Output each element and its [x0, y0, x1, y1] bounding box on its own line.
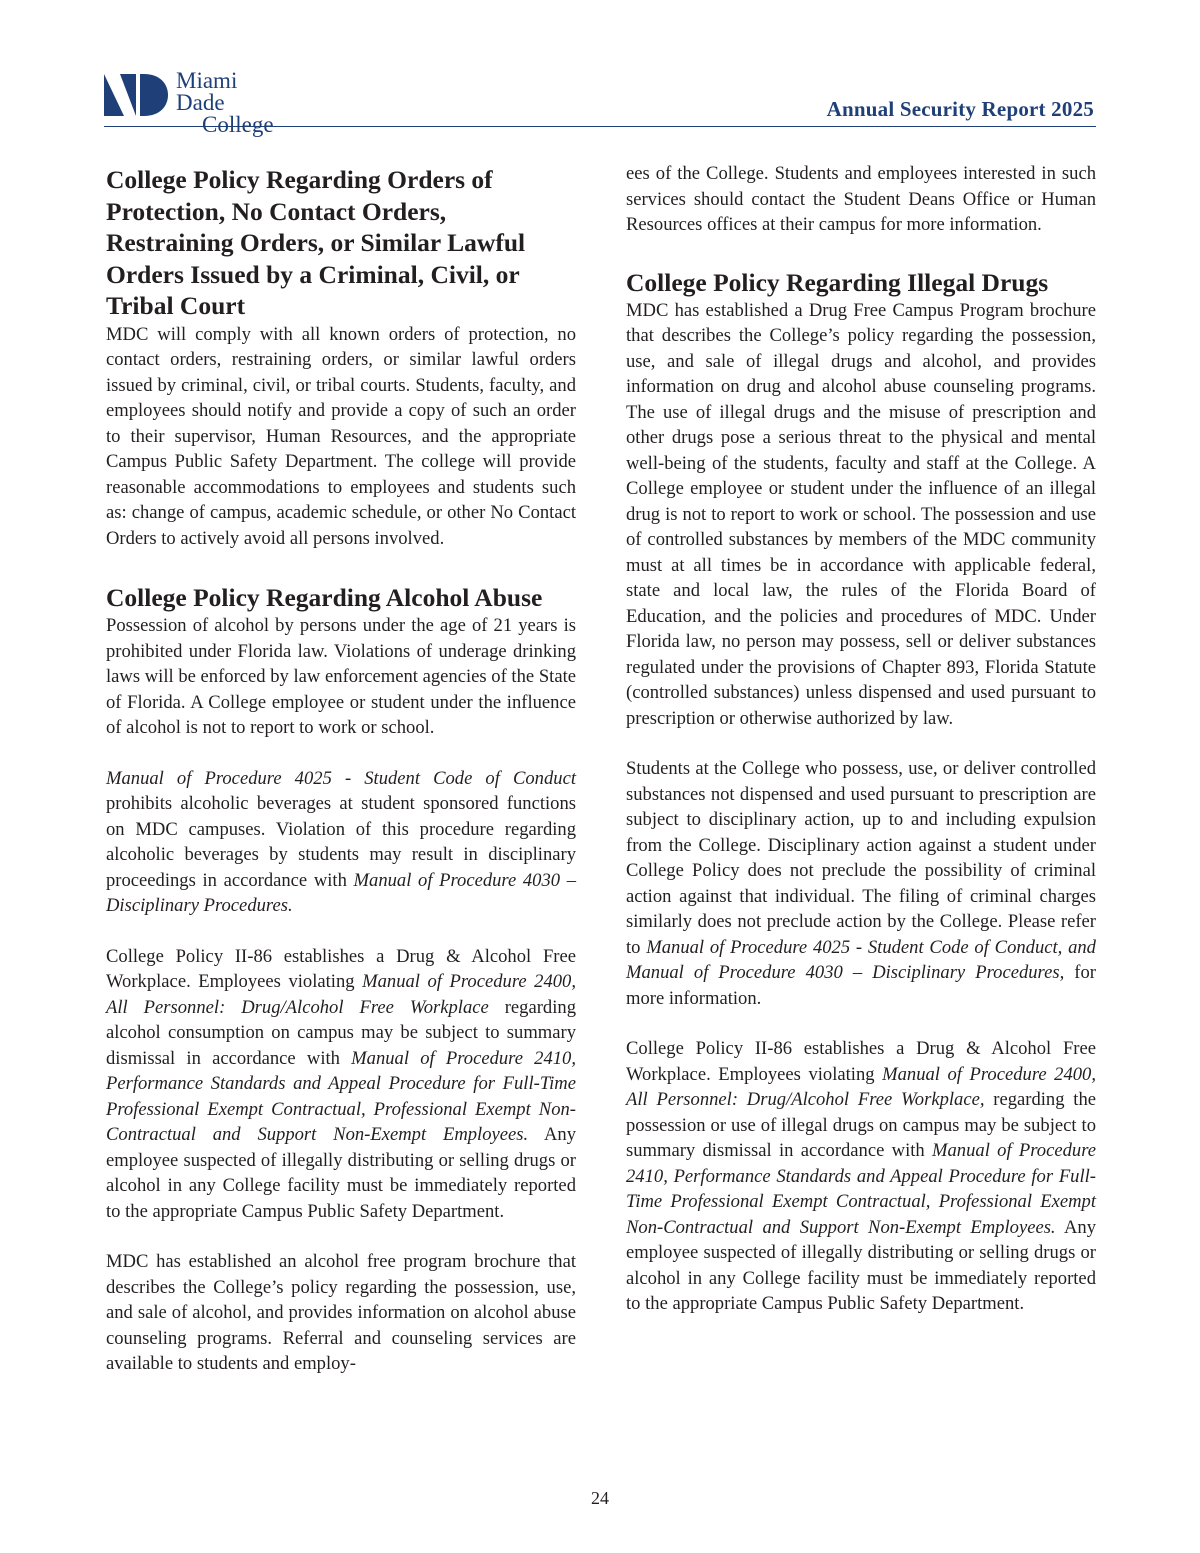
paragraph-drug-alcohol-free-workplace: College Policy II-86 establishes a Drug & Alcohol Free Workplace. Employees violating Manual of Procedure 2400, All Personnel: Drug/Alcohol Free Workplace regarding alcohol consumption on campus may be subject to summary dismissal in accordance with Manual of Procedure 2410, Performance Standards and Appeal Procedure for Full-Time Professional Exempt Contractual, Professional Exempt Non-Contractual and Support Non-Exempt Employees. Any employee suspected of illegally distributing or selling drugs or alcohol in any College facility must be immediately reported to the appropriate Campus Public Safety Department.	[106, 945, 577, 1222]
heading-orders-of-protection: College Policy Regarding Orders of Protection, No Contact Orders, Restraining Orders, or Similar Lawful Orders Issued by a Criminal, Civil, or Tribal Court	[106, 165, 526, 320]
paragraph-student-discipline: Students at the College who possess, use, or deliver controlled substances not dispensed and used pursuant to prescription are subject to disciplinary action, up to and including expulsion from the College. Disciplinary action against a student under College Policy does not preclude the possibility of criminal action against that individual. The filing of criminal charges similarly does not preclude action by the College. Please refer to Manual of Procedure 4025 - Student Code of Conduct, and Manual of Procedure 4030 – Disciplinary Procedures, for more information.	[626, 758, 1096, 1009]
paragraph-student-code-alcohol: Manual of Procedure 4025 - Student Code of Conduct prohibits alcoholic beverages at student sponsored functions on MDC campuses. Violation of this procedure regarding alcoholic beverages by students may result in disciplinary proceedings in accordance with Manual of Procedure 4030 – Disciplinary Procedures.	[106, 767, 576, 916]
paragraph-alcohol-possession: Possession of alcohol by persons under the age of 21 years is prohibited under Florida law. Violations of underage drinking laws will be enforced by law enforcement agencies of the State of Florida. A College employee or student under the influence of alcohol is not to report to work or school.	[106, 615, 576, 738]
md-logo-icon	[104, 72, 168, 116]
paragraph-counseling-continued: ees of the College. Students and employees interested in such services should contact the Student Deans Office or Human Resources offices at their campus for more information.	[626, 163, 1096, 235]
paragraph-orders-of-protection: MDC will comply with all known orders of protection, no contact orders, restraining orders, or similar lawful orders issued by criminal, civil, or tribal courts. Students, faculty, and employees should notify and provide a copy of such an order to their supervisor, Human Resources, and the appropriate Campus Public Safety Department. The college will provide reasonable accommodations to employees and students such as: change of campus, academic schedule, or other No Contact Orders to actively avoid all persons involved.	[106, 323, 576, 549]
heading-alcohol-abuse: College Policy Regarding Alcohol Abuse	[106, 583, 543, 612]
header-divider	[104, 126, 1096, 127]
logo-line-2: College	[202, 112, 274, 137]
left-column	[106, 164, 576, 1377]
heading-illegal-drugs: College Policy Regarding Illegal Drugs	[626, 267, 1049, 297]
paragraph-alcohol-free-brochure: MDC has established an alcohol free program brochure that describes the College’s policy regarding the possession, use, and sale of alcohol, and provides information on alcohol abuse counseling programs. Referral and counseling services are available to students and employ-	[106, 1251, 576, 1374]
paragraph-drug-free-campus: MDC has established a Drug Free Campus Program brochure that describes the College’s policy regarding the possession, use, and sale of illegal drugs and alcohol, and provides information on drug and alcohol abuse counseling programs. The use of illegal drugs and the misuse of prescription and other drugs pose a serious threat to the physical and mental well-being of the students, faculty and staff at the College. A College employee or student under the influence of an illegal drug is not to report to work or school. The possession and use of controlled substances by members of the MDC community must at all times be in accordance with applicable federal, state and local law, the rules of the Florida Board of Education, and the policies and procedures of MDC. Under Florida law, no person may possess, sell or deliver substances regulated under the provisions of Chapter 893, Florida Statute (controlled substances) unless dispensed and used pursuant to prescription or otherwise authorized by law.	[626, 299, 1096, 729]
right-column	[626, 161, 1096, 1317]
page-number: 24	[591, 1488, 609, 1508]
paragraph-employee-drug-policy: College Policy II-86 establishes a Drug & Alcohol Free Workplace. Employees violating Manual of Procedure 2400, All Personnel: Drug/Alcohol Free Workplace, regarding the possession or use of illegal drugs on campus may be subject to summary dismissal in accordance with Manual of Procedure 2410, Performance Standards and Appeal Procedure for Full-Time Professional Exempt Contractual, Professional Exempt Non-Contractual and Support Non-Exempt Employees. Any employee suspected of illegally distributing or selling drugs or alcohol in any College facility must be immediately reported to the appropriate Campus Public Safety Department.	[626, 1038, 1097, 1314]
report-title: Annual Security Report 2025	[826, 97, 1094, 121]
logo-line-1: Miami Dade	[176, 68, 238, 115]
